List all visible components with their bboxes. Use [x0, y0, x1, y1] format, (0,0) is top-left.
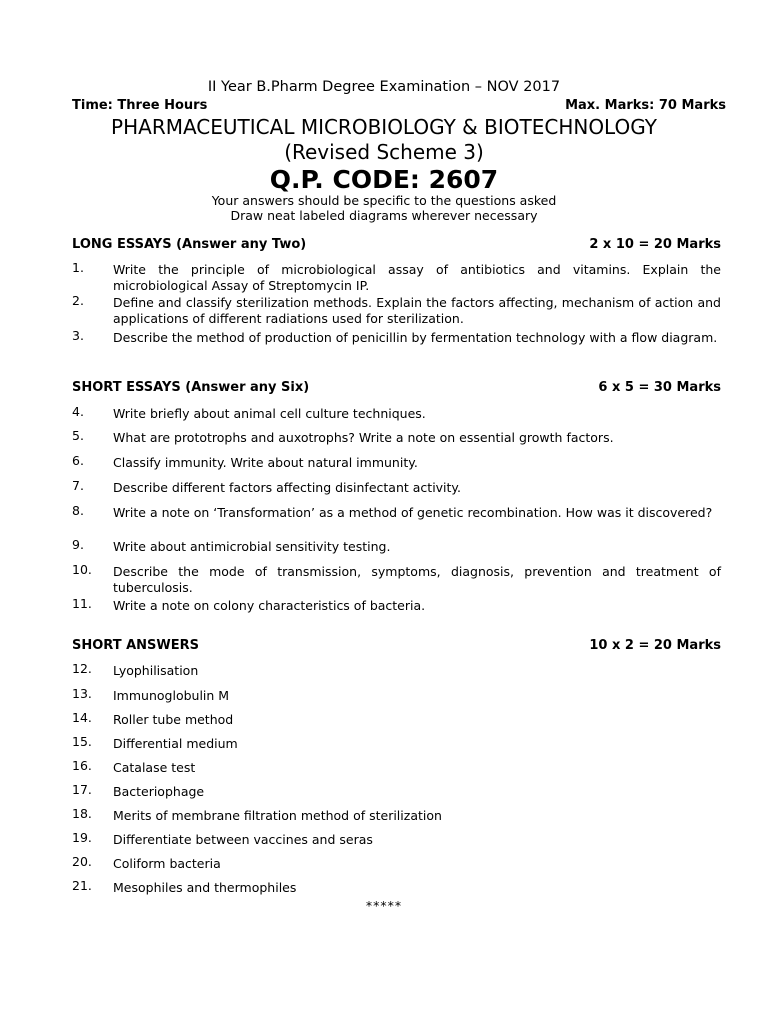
- question-text: Classify immunity. Write about natural immunity.: [113, 455, 418, 470]
- question-number: 13.: [72, 686, 92, 701]
- question-text: Write the principle of microbiological assay of antibiotics and vitamins. Explain the microbiological Assay of Streptomycin IP.: [113, 262, 721, 293]
- question-number: 3.: [72, 328, 84, 343]
- section-title-short-answers: SHORT ANSWERS: [72, 638, 200, 653]
- question-text: What are prototrophs and auxotrophs? Write a note on essential growth factors.: [113, 430, 614, 445]
- instruction-diagrams: Draw neat labeled diagrams wherever necessary: [230, 208, 538, 223]
- question-number: 19.: [72, 830, 92, 845]
- question-number: 15.: [72, 734, 92, 749]
- question-text: Immunoglobulin M: [113, 688, 230, 703]
- question-number: 2.: [72, 293, 84, 308]
- question-text: Merits of membrane filtration method of sterilization: [113, 808, 442, 823]
- exam-duration: Time: Three Hours: [72, 98, 208, 113]
- question-text: Describe the mode of transmission, symptoms, diagnosis, prevention and treatment of tuberculosis.: [113, 564, 721, 595]
- qp-code: Q.P. CODE: 2607: [269, 165, 499, 194]
- question-text: Write a note on ‘Transformation’ as a method of genetic recombination. How was it discovered?: [113, 505, 713, 520]
- question-text: Write about antimicrobial sensitivity testing.: [113, 539, 391, 554]
- subject-title: PHARMACEUTICAL MICROBIOLOGY & BIOTECHNOLOGY: [111, 115, 657, 139]
- question-number: 9.: [72, 537, 84, 552]
- question-number: 14.: [72, 710, 92, 725]
- question-number: 10.: [72, 562, 92, 577]
- max-marks: Max. Marks: 70 Marks: [565, 98, 726, 113]
- question-text: Differentiate between vaccines and seras: [113, 832, 373, 847]
- exam-title: II Year B.Pharm Degree Examination – NOV 2017: [207, 79, 561, 95]
- question-number: 16.: [72, 758, 92, 773]
- question-number: 5.: [72, 428, 84, 443]
- question-number: 1.: [72, 260, 84, 275]
- question-number: 18.: [72, 806, 92, 821]
- question-text: Differential medium: [113, 736, 238, 751]
- question-text: Lyophilisation: [113, 663, 199, 678]
- question-text: Coliform bacteria: [113, 856, 221, 871]
- scheme-label: (Revised Scheme 3): [284, 140, 484, 164]
- section-marks-long-essays: 2 x 10 = 20 Marks: [589, 237, 721, 252]
- question-text: Mesophiles and thermophiles: [113, 880, 297, 895]
- question-number: 7.: [72, 478, 84, 493]
- question-number: 20.: [72, 854, 92, 869]
- question-text: Roller tube method: [113, 712, 234, 727]
- question-number: 4.: [72, 404, 84, 419]
- question-text: Describe the method of production of penicillin by fermentation technology with a flow diagram.: [113, 330, 718, 345]
- section-marks-short-answers: 10 x 2 = 20 Marks: [589, 638, 721, 653]
- section-title-short-essays: SHORT ESSAYS (Answer any Six): [72, 380, 310, 395]
- question-number: 12.: [72, 661, 92, 676]
- question-number: 11.: [72, 596, 92, 611]
- end-marker: *****: [365, 898, 403, 913]
- question-text: Write a note on colony characteristics of bacteria.: [113, 598, 426, 613]
- question-text: Bacteriophage: [113, 784, 205, 799]
- question-number: 21.: [72, 878, 92, 893]
- question-number: 8.: [72, 503, 84, 518]
- question-text: Define and classify sterilization methods. Explain the factors affecting, mechanism of action and applications of different radiations used for sterilization.: [113, 295, 721, 326]
- question-text: Catalase test: [113, 760, 196, 775]
- question-text: Describe different factors affecting disinfectant activity.: [113, 480, 462, 495]
- section-title-long-essays: LONG ESSAYS (Answer any Two): [72, 237, 307, 252]
- question-number: 6.: [72, 453, 84, 468]
- question-text: Write briefly about animal cell culture techniques.: [113, 406, 426, 421]
- instruction-specific: Your answers should be specific to the questions asked: [211, 193, 557, 208]
- section-marks-short-essays: 6 x 5 = 30 Marks: [598, 380, 721, 395]
- question-number: 17.: [72, 782, 92, 797]
